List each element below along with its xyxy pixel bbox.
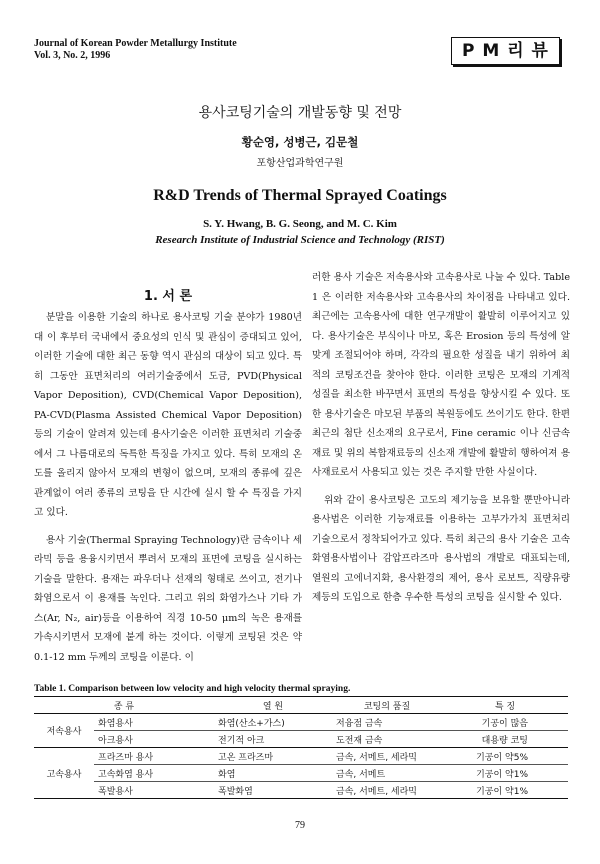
table-header: 열 원 xyxy=(262,701,284,712)
title-english: R&D Trends of Thermal Sprayed Coatings xyxy=(153,187,447,204)
comparison-table xyxy=(34,696,568,799)
table-cell: 화염 xyxy=(218,769,236,780)
table-cell: 고속화염 용사 xyxy=(98,769,154,780)
table-cell: 프라즈마 용사 xyxy=(98,752,154,763)
table-cell: 기공이 약5% xyxy=(476,752,528,763)
table-cell: 화염용사 xyxy=(98,718,133,729)
title-korean: 용사코팅기술의 개발동향 및 전망 xyxy=(198,105,402,121)
section-heading: 1. 서 론 xyxy=(143,289,193,304)
right-column xyxy=(312,268,570,608)
table-cell: 금속, 서메트, 세라믹 xyxy=(336,752,417,763)
table-group-label: 고속용사 xyxy=(46,769,82,780)
paragraph: 용사 기술(Thermal Spraying Technology)란 금속이나 세라믹 등을 용융시키면서 뿌려서 모재의 표면에 코팅을 실시하는 기술을 말한다. 용재는 파우더나 선재의 형태로 쓰이고, 전기나 화염으로서 이 용재를 녹인다. 그리고 위의 화염가스나 기타 가스(Ar, N₂, air)등을 이용하여 직경 10-50 μm의 녹은 용재를 가속시키면서 모재에 붙게 하는 것이다. 이렇게 코팅된 것은 약 0.1-12 mm 두께의 코팅을 이룬다. 이 xyxy=(34,534,302,663)
affiliation-korean: 포항산업과학연구원 xyxy=(256,158,344,169)
table-header: 특 징 xyxy=(494,701,516,712)
left-column xyxy=(34,308,302,667)
table-cell: 금속, 서메트, 세라믹 xyxy=(336,786,417,797)
section-badge: P M 리 뷰 xyxy=(451,37,560,65)
journal-header xyxy=(34,38,237,62)
paragraph: 위와 같이 용사코팅은 고도의 제기능을 보유할 뿐만아니라 용사법은 이러한 기능재료를 이용하는 고부가가치 표면처리 기술으로서 정착되어가고 있다. 특히 최근의 용사 기술은 고속화염용사법이나 감압프라즈마 용사법의 개발로 대표되는데, 열원의 고에너지화, 용사환경의 제어, 용사 로보트, 직량유량제등의 도입으로 한층 우수한 특성의 코팅을 실시할 수 있다. xyxy=(312,494,570,603)
table-caption: Table 1. Comparison between low velocity and high velocity thermal spraying. xyxy=(34,684,351,694)
table-cell: 화염(산소+가스) xyxy=(218,718,285,729)
table-cell: 폭발용사 xyxy=(98,786,133,797)
journal-volume: Vol. 3, No. 2, 1996 xyxy=(34,50,111,61)
table-cell: 도전재 금속 xyxy=(336,735,383,746)
authors-korean: 황순영, 성병근, 김문철 xyxy=(241,135,359,149)
table-row xyxy=(34,714,568,731)
table-cell: 저융점 금속 xyxy=(336,718,383,729)
table-cell: 대용량 코팅 xyxy=(481,735,528,746)
table-row xyxy=(34,765,568,782)
journal-name: Journal of Korean Powder Metallurgy Institute xyxy=(34,38,237,49)
table-row xyxy=(34,748,568,765)
table-cell: 기공이 약1% xyxy=(476,786,528,797)
table-group-label: 저속용사 xyxy=(46,727,82,737)
paragraph: 러한 용사 기술은 저속용사와 고속용사로 나눌 수 있다. Table 1 은 이러한 저속용사와 고속용사의 차이점을 나타내고 있다. 최근에는 고속용사에 대한 연구개발이 활발히 이루어지고 있다. 용사기술은 부식이나 마모, 혹은 Erosion 등의 특성에 알맞게 조절되어야 하며, 각각의 필요한 성질을 내기 위하여 최적의 코팅조건을 찾아야 한다. 이러한 코팅은 모재의 기계적 성질을 최소한 바꾸면서 표면의 특성을 향상시킬 수 있다. 또한 용사기술은 마모된 부품의 복원등에도 쓰이기도 한다. 한편 최근의 첨단 신소재의 요구로서, Fine ceramic 이나 신금속재료 및 위의 복합재료등의 신소재 개발에 활발히 행하여져 용사재료로서 사용되고 있는 것은 주지할 만한 사실이다. xyxy=(312,272,570,478)
affiliation-english: Research Institute of Industrial Science and Technology (RIST) xyxy=(155,234,445,246)
table-header-row xyxy=(34,697,568,714)
table-cell: 전기적 아크 xyxy=(218,735,265,746)
page-number: 79 xyxy=(295,820,305,831)
authors-english: S. Y. Hwang, B. G. Seong, and M. C. Kim xyxy=(203,218,397,230)
table-cell: 폭발화염 xyxy=(218,786,253,797)
table-row xyxy=(34,782,568,799)
paragraph: 분말을 이용한 기술의 하나로 용사코팅 기술 분야가 1980년대 이 후부터 국내에서 중요성의 인식 및 관심이 증대되고 있어, 이러한 기술에 대한 최근 동향 역시 관심의 대상이 되고 있다. 특히 그동안 표면처리의 여러기술중에서 도금, PVD(Physical Vapor Deposition), CVD(Chemical Vapor Deposition), PA-CVD(Plasma Assisted Chemical Vapor Deposition)등의 기술이 알려져 있는데 용사기술은 이러한 표면처리 기술중에서 그 나름대로의 독특한 특징을 가지고 있다. 특히 모재의 온도를 올리지 않아서 모재의 변형이 없으며, 모재의 종류에 깊은 관계없이 여러 종류의 코팅을 단 시간에 실시 할 수 특징을 가지고 있다. xyxy=(34,312,302,518)
table-header: 종 류 xyxy=(113,701,135,712)
table-cell: 아크용사 xyxy=(98,735,133,746)
table-header: 코팅의 품질 xyxy=(363,701,411,712)
table-cell: 기공이 약1% xyxy=(476,769,528,780)
table-row xyxy=(34,731,568,748)
table-cell: 고온 프라즈마 xyxy=(218,752,274,763)
table-cell: 기공이 많음 xyxy=(481,718,528,729)
table-cell: 금속, 서메트 xyxy=(336,769,386,780)
